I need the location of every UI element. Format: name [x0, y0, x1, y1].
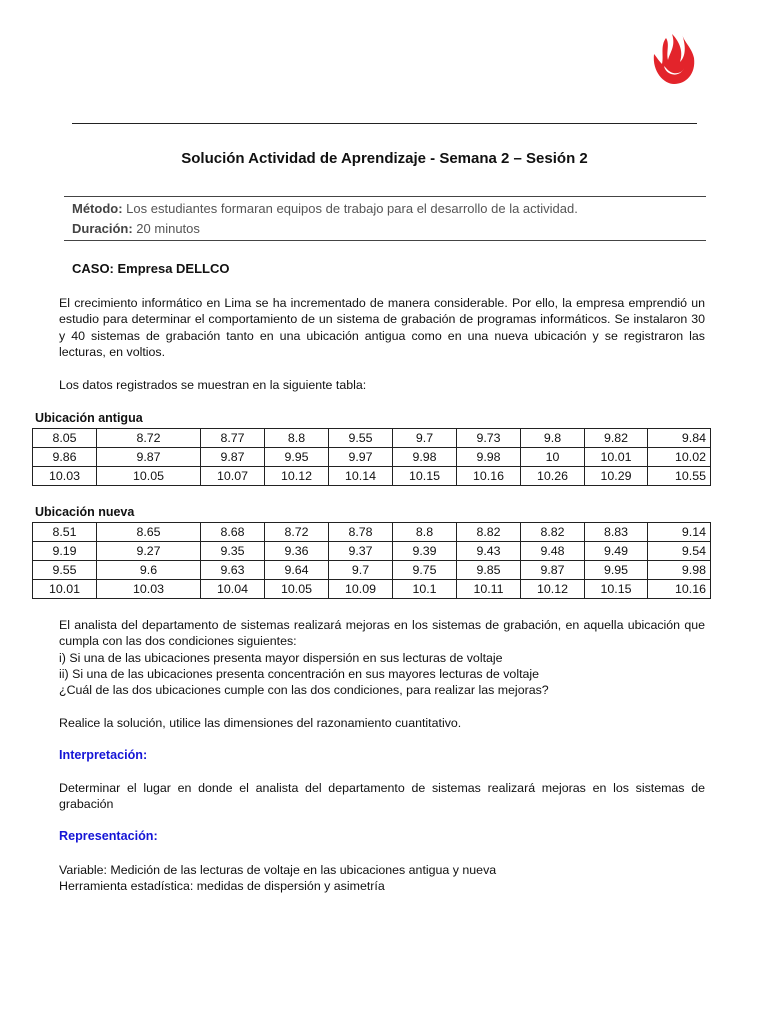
- university-logo-icon: [648, 30, 698, 86]
- table-cell: 10.12: [265, 467, 329, 486]
- table-cell: 10.01: [585, 448, 648, 467]
- table-cell: 9.73: [457, 429, 521, 448]
- table-cell: 8.51: [33, 523, 97, 542]
- new-location-table: [32, 522, 711, 599]
- table-cell: 9.97: [329, 448, 393, 467]
- table-cell: 10.15: [585, 580, 648, 599]
- table-cell: 8.83: [585, 523, 648, 542]
- table-cell: 10.29: [585, 467, 648, 486]
- activity-meta-box: [64, 196, 706, 241]
- question-intro: El analista del departamento de sistemas realizará mejoras en los sistemas de grabación, en aquella ubicación que cumpla con las dos condiciones siguientes:: [59, 618, 705, 649]
- table-cell: 9.85: [457, 561, 521, 580]
- table-cell: 9.55: [33, 561, 97, 580]
- table-cell: 10.16: [648, 580, 711, 599]
- table-cell: 9.87: [201, 448, 265, 467]
- table-cell: 9.98: [648, 561, 711, 580]
- table-cell: 10.05: [97, 467, 201, 486]
- table-cell: 9.43: [457, 542, 521, 561]
- representation-heading: Representación:: [59, 829, 158, 843]
- method-label: Método:: [72, 201, 123, 216]
- table-cell: 10.07: [201, 467, 265, 486]
- interpretation-text: Determinar el lugar en donde el analista del departamento de sistemas realizará mejoras en los sistemas de grabación: [59, 781, 705, 812]
- table-cell: 10.11: [457, 580, 521, 599]
- old-location-label: Ubicación antigua: [35, 411, 143, 425]
- table-cell: 8.72: [97, 429, 201, 448]
- table-cell: 10.05: [265, 580, 329, 599]
- document-title: Solución Actividad de Aprendizaje - Semana 2 – Sesión 2: [181, 150, 588, 167]
- question-text: ¿Cuál de las dos ubicaciones cumple con las dos condiciones, para realizar las mejoras?: [59, 683, 549, 698]
- table-cell: 10.55: [648, 467, 711, 486]
- table-cell: 9.27: [97, 542, 201, 561]
- representation-block: [59, 862, 705, 895]
- table-cell: 8.8: [265, 429, 329, 448]
- table-cell: 8.82: [521, 523, 585, 542]
- table-cell: 9.48: [521, 542, 585, 561]
- case-title: CASO: Empresa DELLCO: [72, 261, 230, 276]
- table-cell: 9.37: [329, 542, 393, 561]
- table-cell: 9.8: [521, 429, 585, 448]
- table-cell: 9.7: [393, 429, 457, 448]
- table-cell: 9.14: [648, 523, 711, 542]
- table-cell: 9.55: [329, 429, 393, 448]
- old-location-table: [32, 428, 711, 486]
- method-line: [72, 201, 578, 216]
- table-cell: 8.77: [201, 429, 265, 448]
- table-cell: 10.09: [329, 580, 393, 599]
- table-row: [33, 448, 711, 467]
- table-cell: 10.12: [521, 580, 585, 599]
- table-cell: 9.95: [585, 561, 648, 580]
- instruction-text: Realice la solución, utilice las dimensiones del razonamiento cuantitativo.: [59, 716, 462, 730]
- table-cell: 9.87: [97, 448, 201, 467]
- table-cell: 9.82: [585, 429, 648, 448]
- table-row: [33, 561, 711, 580]
- table-cell: 9.49: [585, 542, 648, 561]
- table-cell: 10.1: [393, 580, 457, 599]
- table-cell: 10.15: [393, 467, 457, 486]
- table-cell: 10.16: [457, 467, 521, 486]
- table-cell: 9.7: [329, 561, 393, 580]
- table-cell: 9.87: [521, 561, 585, 580]
- table-cell: 8.65: [97, 523, 201, 542]
- table-cell: 10.01: [33, 580, 97, 599]
- table-cell: 8.8: [393, 523, 457, 542]
- duration-text: 20 minutos: [136, 221, 200, 236]
- condition-2: ii) Si una de las ubicaciones presenta concentración en sus mayores lecturas de voltaje: [59, 666, 540, 681]
- representation-tool: Herramienta estadística: medidas de dispersión y asimetría: [59, 879, 385, 894]
- table-cell: 8.82: [457, 523, 521, 542]
- table-cell: 8.78: [329, 523, 393, 542]
- representation-variable: Variable: Medición de las lecturas de voltaje en las ubicaciones antigua y nueva: [59, 863, 497, 877]
- table-cell: 10.04: [201, 580, 265, 599]
- condition-1: i) Si una de las ubicaciones presenta mayor dispersión en sus lecturas de voltaje: [59, 650, 503, 665]
- table-cell: 8.05: [33, 429, 97, 448]
- header-divider: [72, 123, 697, 124]
- table-cell: 8.72: [265, 523, 329, 542]
- table-row: [33, 467, 711, 486]
- table-cell: 8.68: [201, 523, 265, 542]
- table-row: [33, 523, 711, 542]
- table-cell: 9.98: [393, 448, 457, 467]
- table-cell: 9.36: [265, 542, 329, 561]
- interpretation-heading: Interpretación:: [59, 748, 148, 762]
- table-cell: 9.95: [265, 448, 329, 467]
- new-location-label: Ubicación nueva: [35, 505, 135, 519]
- table-cell: 9.19: [33, 542, 97, 561]
- table-cell: 9.39: [393, 542, 457, 561]
- table-cell: 9.84: [648, 429, 711, 448]
- table-cell: 9.86: [33, 448, 97, 467]
- table-cell: 10.03: [97, 580, 201, 599]
- duration-label: Duración:: [72, 221, 133, 236]
- table-cell: 10.14: [329, 467, 393, 486]
- data-intro: Los datos registrados se muestran en la siguiente tabla:: [59, 378, 367, 392]
- table-row: [33, 429, 711, 448]
- table-cell: 9.64: [265, 561, 329, 580]
- intro-paragraph: El crecimiento informático en Lima se ha incrementado de manera considerable. Por ello, la empresa emprendió un estudio para determinar el comportamiento de un sistema de grabación de programas informáticos. Se instalaron 30 y 40 sistemas de grabación tanto en una ubicación antigua como en una nueva ubicación y se registraron las lecturas, en voltios.: [59, 296, 705, 359]
- table-cell: 10.26: [521, 467, 585, 486]
- method-text: Los estudiantes formaran equipos de trabajo para el desarrollo de la actividad.: [126, 201, 578, 216]
- table-cell: 9.6: [97, 561, 201, 580]
- duration-line: [72, 221, 200, 236]
- table-row: [33, 580, 711, 599]
- table-cell: 10.03: [33, 467, 97, 486]
- table-cell: 10: [521, 448, 585, 467]
- table-cell: 9.98: [457, 448, 521, 467]
- question-block: [59, 617, 705, 698]
- table-cell: 9.54: [648, 542, 711, 561]
- table-row: [33, 542, 711, 561]
- table-cell: 9.75: [393, 561, 457, 580]
- table-cell: 9.35: [201, 542, 265, 561]
- table-cell: 10.02: [648, 448, 711, 467]
- table-cell: 9.63: [201, 561, 265, 580]
